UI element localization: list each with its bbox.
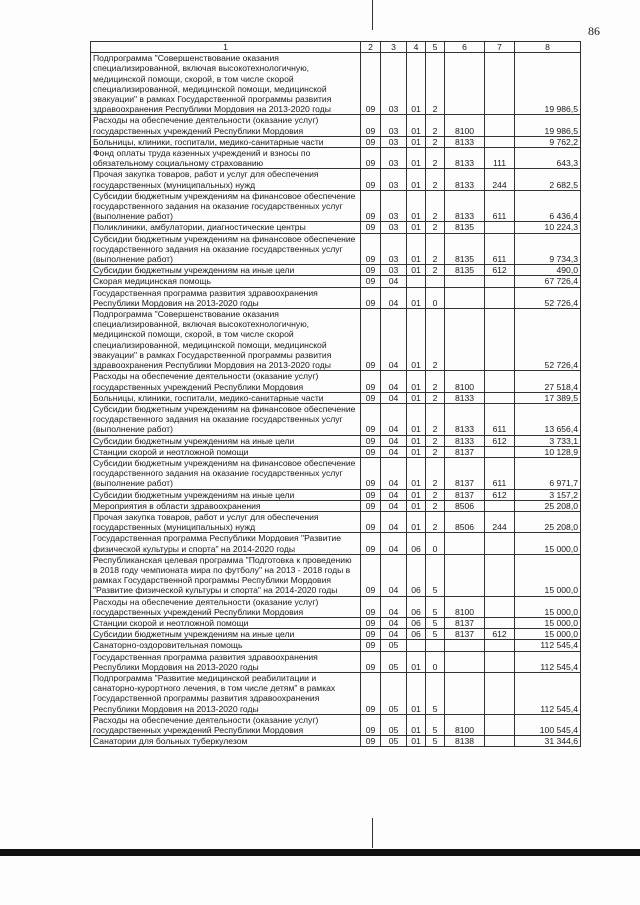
- row-name: Расходы на обеспечение деятельности (оказание услуг) государственных учреждений Республики Мордовия: [91, 371, 361, 392]
- table-row: [91, 148, 581, 169]
- table-row: [91, 287, 581, 308]
- row-target-code: 8100: [445, 371, 485, 392]
- row-program: 01: [407, 714, 426, 735]
- row-expense-type: [485, 446, 515, 457]
- row-name: Скорая медицинская помощь: [91, 276, 361, 287]
- row-section: 04: [381, 511, 407, 532]
- table-row: [91, 169, 581, 190]
- row-name: Больницы, клиники, госпитали, медико-санитарные части: [91, 392, 361, 403]
- row-target-code: 8137: [445, 617, 485, 628]
- row-section: 05: [381, 736, 407, 747]
- row-expense-type: 612: [485, 629, 515, 640]
- row-name: Прочая закупка товаров, работ и услуг для обеспечения государственных (муниципальных) нужд: [91, 169, 361, 190]
- row-target-code: 8133: [445, 392, 485, 403]
- row-amount: 9 762,2: [515, 136, 581, 147]
- row-expense-type: 244: [485, 511, 515, 532]
- row-chapter: 09: [361, 672, 381, 714]
- row-chapter: 09: [361, 136, 381, 147]
- row-amount: 112 545,4: [515, 640, 581, 651]
- row-amount: 6 971,7: [515, 457, 581, 489]
- row-section: 04: [381, 457, 407, 489]
- row-section: 05: [381, 640, 407, 651]
- row-chapter: 09: [361, 222, 381, 233]
- row-target-code: 8137: [445, 489, 485, 500]
- row-expense-type: [485, 672, 515, 714]
- row-subprogram: [426, 276, 445, 287]
- row-program: [407, 640, 426, 651]
- row-expense-type: 612: [485, 265, 515, 276]
- row-program: 01: [407, 457, 426, 489]
- row-amount: 15 000,0: [515, 629, 581, 640]
- row-target-code: 8135: [445, 265, 485, 276]
- row-expense-type: [485, 714, 515, 735]
- row-program: 06: [407, 617, 426, 628]
- row-chapter: 09: [361, 435, 381, 446]
- row-program: 01: [407, 190, 426, 222]
- row-section: 04: [381, 287, 407, 308]
- row-section: 04: [381, 617, 407, 628]
- row-expense-type: [485, 276, 515, 287]
- row-expense-type: [485, 371, 515, 392]
- row-subprogram: 2: [426, 446, 445, 457]
- table-row: [91, 457, 581, 489]
- row-program: 01: [407, 371, 426, 392]
- table-row: [91, 403, 581, 435]
- row-amount: 643,3: [515, 148, 581, 169]
- row-expense-type: 612: [485, 489, 515, 500]
- row-chapter: 09: [361, 714, 381, 735]
- row-target-code: 8137: [445, 446, 485, 457]
- row-subprogram: 0: [426, 533, 445, 554]
- row-subprogram: 2: [426, 265, 445, 276]
- row-expense-type: [485, 53, 515, 115]
- row-section: 03: [381, 265, 407, 276]
- row-chapter: 09: [361, 640, 381, 651]
- row-subprogram: 2: [426, 309, 445, 371]
- table-row: [91, 233, 581, 265]
- table-row: [91, 190, 581, 222]
- row-chapter: 09: [361, 533, 381, 554]
- row-section: 04: [381, 446, 407, 457]
- table-row: [91, 511, 581, 532]
- row-program: 01: [407, 736, 426, 747]
- row-chapter: 09: [361, 446, 381, 457]
- row-section: 03: [381, 190, 407, 222]
- row-expense-type: [485, 651, 515, 672]
- row-name: Государственная программа развития здравоохранения Республики Мордовия на 2013-2020 годы: [91, 287, 361, 308]
- row-section: 05: [381, 651, 407, 672]
- row-subprogram: 2: [426, 136, 445, 147]
- row-name: Государственная программа Республики Мордовия "Развитие физической культуры и спорта" на 2014-2020 годы: [91, 533, 361, 554]
- row-amount: 19 986,5: [515, 53, 581, 115]
- row-expense-type: 611: [485, 457, 515, 489]
- row-amount: 15 000,0: [515, 617, 581, 628]
- page-number: 86: [588, 24, 600, 38]
- row-name: Санаторно-оздоровительная помощь: [91, 640, 361, 651]
- row-name: Субсидии бюджетным учреждениям на финансовое обеспечение государственного задания на оказание государственных услуг (выполнение работ): [91, 403, 361, 435]
- row-program: 01: [407, 309, 426, 371]
- row-section: 04: [381, 533, 407, 554]
- row-program: 01: [407, 169, 426, 190]
- row-subprogram: 5: [426, 554, 445, 596]
- row-chapter: 09: [361, 115, 381, 136]
- row-target-code: [445, 533, 485, 554]
- row-name: Субсидии бюджетным учреждениям на иные цели: [91, 629, 361, 640]
- row-program: 06: [407, 596, 426, 617]
- row-subprogram: 2: [426, 457, 445, 489]
- row-name: Расходы на обеспечение деятельности (оказание услуг) государственных учреждений Республики Мордовия: [91, 596, 361, 617]
- row-section: 05: [381, 672, 407, 714]
- row-subprogram: 2: [426, 233, 445, 265]
- row-program: 06: [407, 554, 426, 596]
- row-target-code: 8133: [445, 190, 485, 222]
- row-target-code: 8138: [445, 736, 485, 747]
- table-row: [91, 115, 581, 136]
- row-section: 04: [381, 309, 407, 371]
- row-program: 01: [407, 136, 426, 147]
- row-target-code: 8100: [445, 596, 485, 617]
- table-row: [91, 489, 581, 500]
- row-target-code: [445, 287, 485, 308]
- row-name: Субсидии бюджетным учреждениям на финансовое обеспечение государственного задания на оказание государственных услуг (выполнение работ): [91, 233, 361, 265]
- row-amount: 6 436,4: [515, 190, 581, 222]
- row-chapter: 09: [361, 233, 381, 265]
- row-section: 03: [381, 222, 407, 233]
- row-amount: 112 545,4: [515, 672, 581, 714]
- row-subprogram: 0: [426, 287, 445, 308]
- row-expense-type: [485, 640, 515, 651]
- row-chapter: 09: [361, 554, 381, 596]
- row-target-code: [445, 53, 485, 115]
- row-section: 03: [381, 148, 407, 169]
- table-row: [91, 554, 581, 596]
- row-program: 01: [407, 651, 426, 672]
- row-name: Фонд оплаты труда казенных учреждений и взносы по обязательному социальному страхованию: [91, 148, 361, 169]
- row-name: Поликлиники, амбулатории, диагностические центры: [91, 222, 361, 233]
- row-expense-type: 612: [485, 435, 515, 446]
- row-target-code: [445, 276, 485, 287]
- row-chapter: 09: [361, 617, 381, 628]
- header-col-1: 1: [91, 42, 361, 53]
- row-chapter: 09: [361, 489, 381, 500]
- header-col-6: 6: [445, 42, 485, 53]
- row-target-code: 8133: [445, 136, 485, 147]
- row-subprogram: 5: [426, 714, 445, 735]
- row-subprogram: 2: [426, 115, 445, 136]
- table-row: [91, 265, 581, 276]
- table-row: [91, 309, 581, 371]
- row-target-code: 8135: [445, 222, 485, 233]
- table-row: [91, 714, 581, 735]
- table-row: [91, 640, 581, 651]
- row-program: [407, 276, 426, 287]
- row-expense-type: [485, 596, 515, 617]
- row-amount: 3 157,2: [515, 489, 581, 500]
- row-name: Расходы на обеспечение деятельности (оказание услуг) государственных учреждений Республики Мордовия: [91, 714, 361, 735]
- row-program: 01: [407, 265, 426, 276]
- row-subprogram: [426, 640, 445, 651]
- row-name: Больницы, клиники, госпитали, медико-санитарные части: [91, 136, 361, 147]
- row-program: 01: [407, 222, 426, 233]
- row-section: 04: [381, 371, 407, 392]
- row-target-code: 8133: [445, 148, 485, 169]
- row-section: 03: [381, 169, 407, 190]
- row-target-code: [445, 640, 485, 651]
- row-expense-type: 611: [485, 190, 515, 222]
- row-amount: 9 734,3: [515, 233, 581, 265]
- row-expense-type: [485, 533, 515, 554]
- row-expense-type: 111: [485, 148, 515, 169]
- row-target-code: 8137: [445, 457, 485, 489]
- row-chapter: 09: [361, 511, 381, 532]
- header-row: [91, 42, 581, 53]
- row-program: 06: [407, 629, 426, 640]
- row-name: Государственная программа развития здравоохранения Республики Мордовия на 2013-2020 годы: [91, 651, 361, 672]
- row-program: 01: [407, 489, 426, 500]
- row-amount: 19 986,5: [515, 115, 581, 136]
- row-chapter: 09: [361, 457, 381, 489]
- row-expense-type: [485, 222, 515, 233]
- row-name: Прочая закупка товаров, работ и услуг для обеспечения государственных (муниципальных) нужд: [91, 511, 361, 532]
- row-name: Санатории для больных туберкулезом: [91, 736, 361, 747]
- row-name: Субсидии бюджетным учреждениям на иные цели: [91, 435, 361, 446]
- table-row: [91, 222, 581, 233]
- row-subprogram: 2: [426, 222, 445, 233]
- row-section: 05: [381, 714, 407, 735]
- table-row: [91, 435, 581, 446]
- row-chapter: 09: [361, 651, 381, 672]
- row-amount: 10 224,3: [515, 222, 581, 233]
- row-amount: 52 726,4: [515, 287, 581, 308]
- row-section: 04: [381, 276, 407, 287]
- row-expense-type: [485, 392, 515, 403]
- table-body: [91, 53, 581, 747]
- row-expense-type: 244: [485, 169, 515, 190]
- row-section: 04: [381, 403, 407, 435]
- row-amount: 31 344,6: [515, 736, 581, 747]
- row-section: 03: [381, 233, 407, 265]
- row-target-code: [445, 554, 485, 596]
- table-row: [91, 276, 581, 287]
- row-target-code: 8133: [445, 435, 485, 446]
- row-target-code: 8506: [445, 500, 485, 511]
- header-col-4: 4: [407, 42, 426, 53]
- row-section: 03: [381, 136, 407, 147]
- header-col-7: 7: [485, 42, 515, 53]
- row-subprogram: 5: [426, 672, 445, 714]
- row-target-code: 8137: [445, 629, 485, 640]
- row-expense-type: [485, 554, 515, 596]
- row-amount: 27 518,4: [515, 371, 581, 392]
- scan-edge-bar: [0, 849, 640, 856]
- row-amount: 100 545,4: [515, 714, 581, 735]
- row-expense-type: [485, 115, 515, 136]
- row-program: 01: [407, 446, 426, 457]
- row-subprogram: 2: [426, 53, 445, 115]
- row-expense-type: [485, 136, 515, 147]
- row-name: Республиканская целевая программа "Подготовка к проведению в 2018 году чемпионата мира по футболу" на 2013 - 2018 годы в рамках Государственной программы Республики Мордовия "Развитие физической культуры и спорта" на 2014-2020 годы: [91, 554, 361, 596]
- row-chapter: 09: [361, 309, 381, 371]
- table-row: [91, 446, 581, 457]
- row-amount: 490,0: [515, 265, 581, 276]
- table-row: [91, 629, 581, 640]
- row-name: Субсидии бюджетным учреждениям на финансовое обеспечение государственного задания на оказание государственных услуг (выполнение работ): [91, 190, 361, 222]
- row-subprogram: 2: [426, 392, 445, 403]
- row-target-code: 8100: [445, 714, 485, 735]
- row-amount: 3 733,1: [515, 435, 581, 446]
- row-name: Станции скорой и неотложной помощи: [91, 617, 361, 628]
- header-col-5: 5: [426, 42, 445, 53]
- row-subprogram: 5: [426, 629, 445, 640]
- row-expense-type: 611: [485, 233, 515, 265]
- row-subprogram: 0: [426, 651, 445, 672]
- row-name: Субсидии бюджетным учреждениям на финансовое обеспечение государственного задания на оказание государственных услуг (выполнение работ): [91, 457, 361, 489]
- row-chapter: 09: [361, 596, 381, 617]
- row-section: 04: [381, 489, 407, 500]
- row-amount: 13 656,4: [515, 403, 581, 435]
- row-expense-type: [485, 617, 515, 628]
- header-col-3: 3: [381, 42, 407, 53]
- row-name: Подпрограмма "Совершенствование оказания специализированной, включая высокотехнологичную, медицинской помощи, скорой, в том числе скорой специализированной, медицинской помощи, медицинской эвакуации" в рамках Государственной программы развития здравоохранения Республики Мордовия на 2013-2020 годы: [91, 309, 361, 371]
- row-section: 03: [381, 115, 407, 136]
- table-row: [91, 736, 581, 747]
- row-chapter: 09: [361, 287, 381, 308]
- row-expense-type: [485, 500, 515, 511]
- row-amount: 25 208,0: [515, 500, 581, 511]
- header-col-2: 2: [361, 42, 381, 53]
- row-subprogram: 2: [426, 403, 445, 435]
- row-program: 01: [407, 511, 426, 532]
- row-subprogram: 2: [426, 190, 445, 222]
- row-target-code: 8133: [445, 403, 485, 435]
- table-row: [91, 136, 581, 147]
- row-subprogram: 2: [426, 371, 445, 392]
- row-program: 01: [407, 287, 426, 308]
- row-name: Подпрограмма "Совершенствование оказания специализированной, включая высокотехнологичную, медицинской помощи, скорой, в том числе скорой специализированной, медицинской помощи, медицинской эвакуации" в рамках Государственной программы развития здравоохранения Республики Мордовия на 2013-2020 годы: [91, 53, 361, 115]
- row-chapter: 09: [361, 148, 381, 169]
- row-expense-type: [485, 287, 515, 308]
- row-subprogram: 2: [426, 435, 445, 446]
- row-amount: 10 128,9: [515, 446, 581, 457]
- row-chapter: 09: [361, 169, 381, 190]
- table-row: [91, 53, 581, 115]
- row-name: Станции скорой и неотложной помощи: [91, 446, 361, 457]
- row-program: 06: [407, 533, 426, 554]
- row-target-code: [445, 651, 485, 672]
- row-subprogram: 2: [426, 500, 445, 511]
- row-subprogram: 2: [426, 511, 445, 532]
- row-chapter: 09: [361, 736, 381, 747]
- row-amount: 52 726,4: [515, 309, 581, 371]
- row-program: 01: [407, 435, 426, 446]
- row-chapter: 09: [361, 53, 381, 115]
- row-amount: 15 000,0: [515, 554, 581, 596]
- row-program: 01: [407, 500, 426, 511]
- row-subprogram: 5: [426, 617, 445, 628]
- table-row: [91, 617, 581, 628]
- row-name: Субсидии бюджетным учреждениям на иные цели: [91, 265, 361, 276]
- row-section: 04: [381, 435, 407, 446]
- table-row: [91, 672, 581, 714]
- row-subprogram: 5: [426, 736, 445, 747]
- table-row: [91, 596, 581, 617]
- table-row: [91, 371, 581, 392]
- row-program: 01: [407, 392, 426, 403]
- row-amount: 15 000,0: [515, 533, 581, 554]
- row-program: 01: [407, 148, 426, 169]
- row-program: 01: [407, 233, 426, 265]
- row-subprogram: 2: [426, 148, 445, 169]
- row-name: Подпрограмма "Развитие медицинской реабилитации и санаторно-курортного лечения, в том числе детям" в рамках Государственной программы развития здравоохранения Республики Мордовия на 2013-2020 годы: [91, 672, 361, 714]
- row-chapter: 09: [361, 190, 381, 222]
- row-name: Мероприятия в области здравоохранения: [91, 500, 361, 511]
- scan-margin-line: [372, 0, 373, 30]
- row-program: 01: [407, 53, 426, 115]
- row-subprogram: 2: [426, 489, 445, 500]
- row-name: Субсидии бюджетным учреждениям на иные цели: [91, 489, 361, 500]
- row-subprogram: 5: [426, 596, 445, 617]
- row-program: 01: [407, 672, 426, 714]
- row-target-code: [445, 309, 485, 371]
- row-chapter: 09: [361, 392, 381, 403]
- row-amount: 17 389,5: [515, 392, 581, 403]
- table-row: [91, 651, 581, 672]
- row-section: 04: [381, 392, 407, 403]
- row-amount: 67 726,4: [515, 276, 581, 287]
- row-target-code: [445, 672, 485, 714]
- row-section: 04: [381, 629, 407, 640]
- row-amount: 2 682,5: [515, 169, 581, 190]
- row-chapter: 09: [361, 371, 381, 392]
- row-section: 04: [381, 500, 407, 511]
- row-chapter: 09: [361, 265, 381, 276]
- table-row: [91, 500, 581, 511]
- row-expense-type: [485, 309, 515, 371]
- row-section: 03: [381, 53, 407, 115]
- row-amount: 112 545,4: [515, 651, 581, 672]
- row-name: Расходы на обеспечение деятельности (оказание услуг) государственных учреждений Республики Мордовия: [91, 115, 361, 136]
- row-chapter: 09: [361, 629, 381, 640]
- row-target-code: 8135: [445, 233, 485, 265]
- row-target-code: 8506: [445, 511, 485, 532]
- row-amount: 15 000,0: [515, 596, 581, 617]
- row-target-code: 8133: [445, 169, 485, 190]
- row-program: 01: [407, 115, 426, 136]
- row-section: 04: [381, 554, 407, 596]
- row-program: 01: [407, 403, 426, 435]
- header-col-8: 8: [515, 42, 581, 53]
- row-chapter: 09: [361, 403, 381, 435]
- table-row: [91, 392, 581, 403]
- table-row: [91, 533, 581, 554]
- row-chapter: 09: [361, 276, 381, 287]
- row-expense-type: 611: [485, 403, 515, 435]
- scan-margin-line: [372, 818, 373, 848]
- budget-table: [90, 41, 581, 747]
- row-subprogram: 2: [426, 169, 445, 190]
- row-target-code: 8100: [445, 115, 485, 136]
- row-chapter: 09: [361, 500, 381, 511]
- row-expense-type: [485, 736, 515, 747]
- row-section: 04: [381, 596, 407, 617]
- row-amount: 25 208,0: [515, 511, 581, 532]
